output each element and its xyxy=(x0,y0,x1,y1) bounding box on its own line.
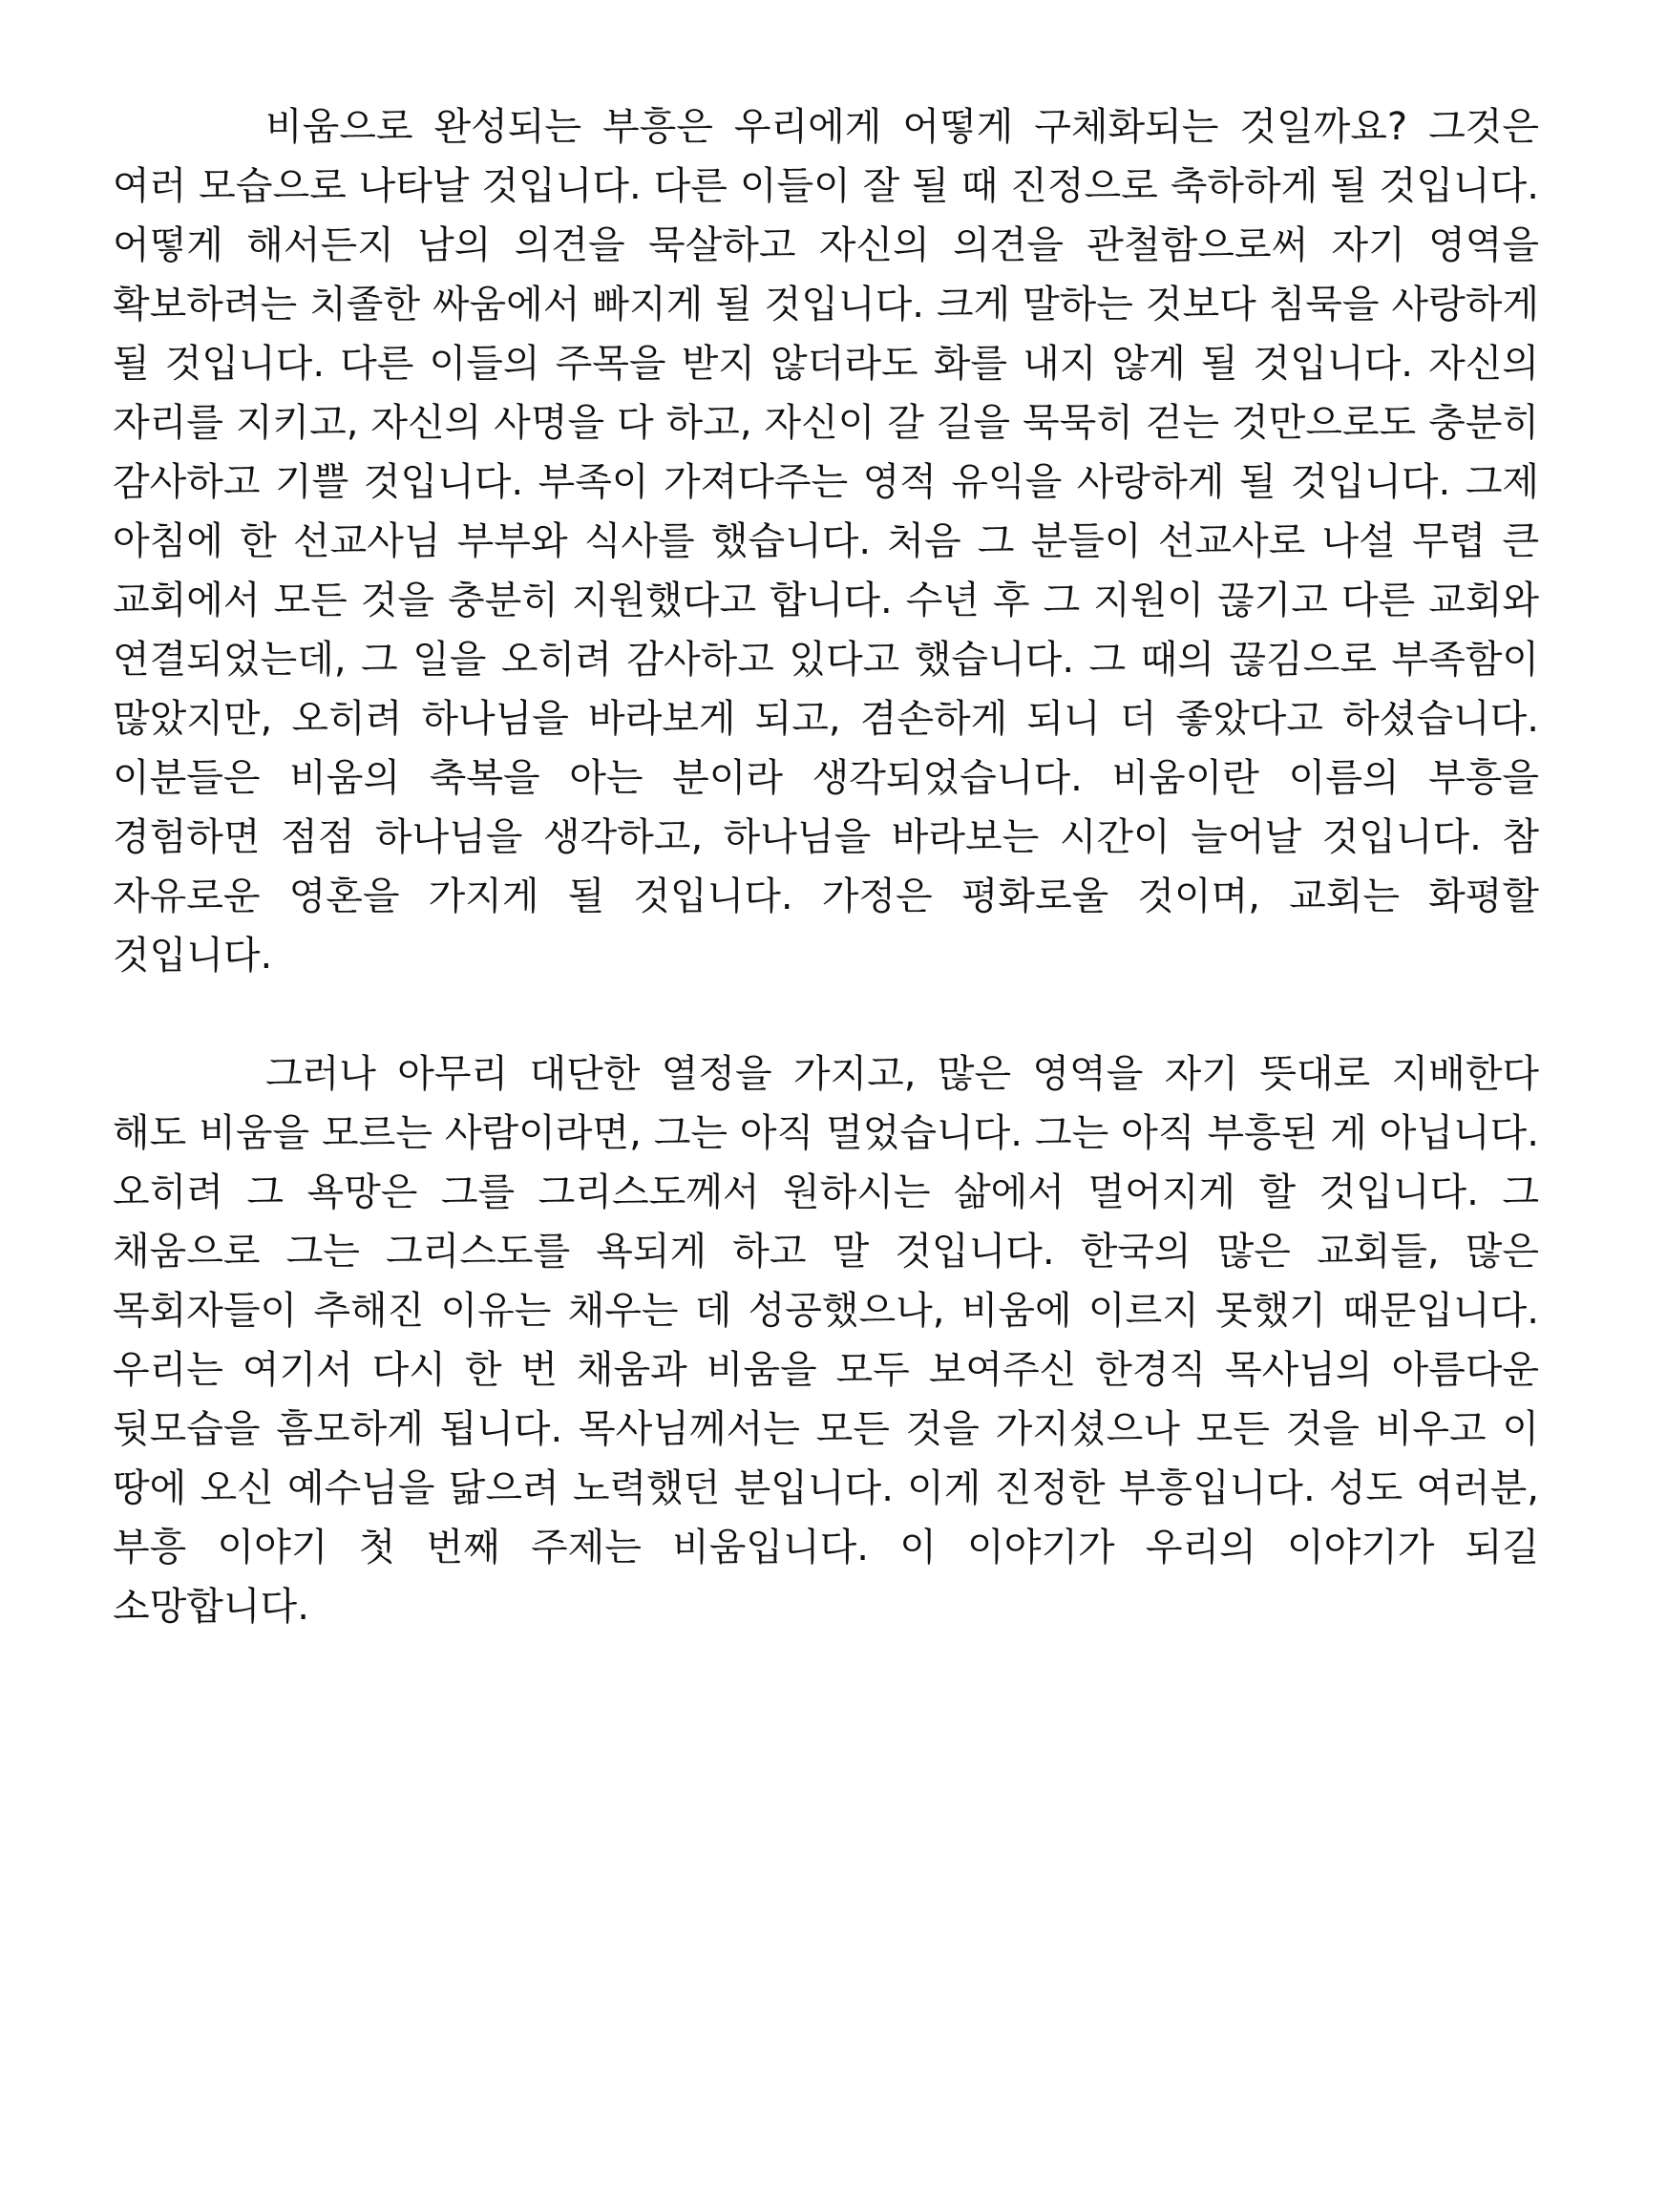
document-body xyxy=(113,97,1539,1636)
paragraph-2: 그러나 아무리 대단한 열정을 가지고, 많은 영역을 자기 뜻대로 지배한다 해도 비움을 모르는 사람이라면, 그는 아직 멀었습니다. 그는 아직 부흥된 게 아닙니다. 오히려 그 욕망은 그를 그리스도께서 원하시는 삶에서 멀어지게 할 것입니다. 그 채움으로 그는 그리스도를 욕되게 하고 말 것입니다. 한국의 많은 교회들, 많은 목회자들이 추해진 이유는 채우는 데 성공했으나, 비움에 이르지 못했기 때문입니다. 우리는 여기서 다시 한 번 채움과 비움을 모두 보여주신 한경직 목사님의 아름다운 뒷모습을 흠모하게 됩니다. 목사님께서는 모든 것을 가지셨으나 모든 것을 비우고 이 땅에 오신 예수님을 닮으려 노력했던 분입니다. 이게 진정한 부흥입니다. 성도 여러분, 부흥 이야기 첫 번째 주제는 비움입니다. 이 이야기가 우리의 이야기가 되길 소망합니다. xyxy=(113,1052,1539,1629)
paragraph-1: 비움으로 완성되는 부흥은 우리에게 어떻게 구체화되는 것일까요? 그것은 여러 모습으로 나타날 것입니다. 다른 이들이 잘 될 때 진정으로 축하하게 될 것입니다. 어떻게 해서든지 남의 의견을 묵살하고 자신의 의견을 관철함으로써 자기 영역을 확보하려는 치졸한 싸움에서 빠지게 될 것입니다. 크게 말하는 것보다 침묵을 사랑하게 될 것입니다. 다른 이들의 주목을 받지 않더라도 화를 내지 않게 될 것입니다. 자신의 자리를 지키고, 자신의 사명을 다 하고, 자신이 갈 길을 묵묵히 걷는 것만으로도 충분히 감사하고 기쁠 것입니다. 부족이 가져다주는 영적 유익을 사랑하게 될 것입니다. 그제 아침에 한 선교사님 부부와 식사를 했습니다. 처음 그 분들이 선교사로 나설 무렵 큰 교회에서 모든 것을 충분히 지원했다고 합니다. 수년 후 그 지원이 끊기고 다른 교회와 연결되었는데, 그 일을 오히려 감사하고 있다고 했습니다. 그 때의 끊김으로 부족함이 많았지만, 오히려 하나님을 바라보게 되고, 겸손하게 되니 더 좋았다고 하셨습니다. 이분들은 비움의 축복을 아는 분이라 생각되었습니다. 비움이란 이름의 부흥을 경험하면 점점 하나님을 생각하고, 하나님을 바라보는 시간이 늘어날 것입니다. 참 자유로운 영혼을 가지게 될 것입니다. 가정은 평화로울 것이며, 교회는 화평할 것입니다. xyxy=(113,105,1539,978)
